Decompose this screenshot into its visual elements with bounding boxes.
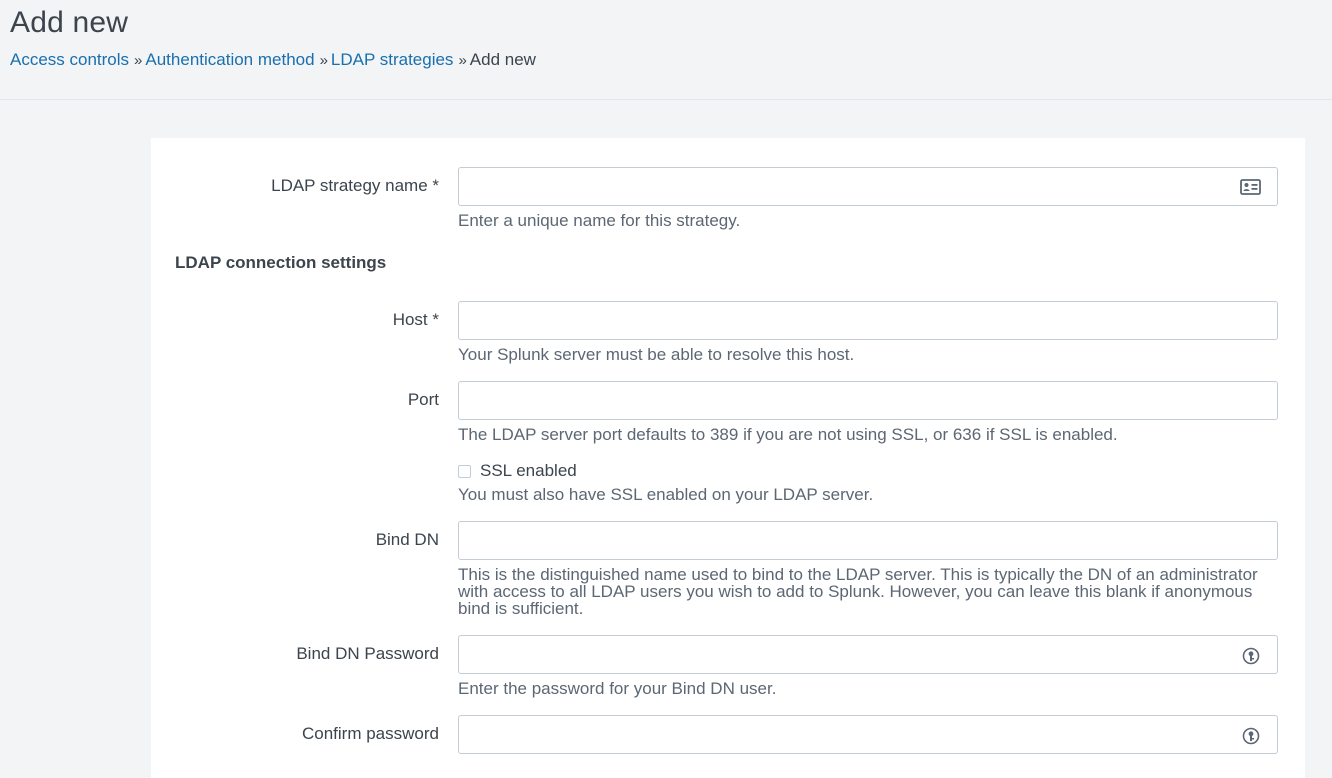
bind-dn-password-help: Enter the password for your Bind DN user. xyxy=(458,679,777,698)
bind-dn-field[interactable] xyxy=(458,521,1278,560)
host-label: Host * xyxy=(392,310,439,329)
port-field[interactable] xyxy=(458,381,1278,420)
host-input[interactable] xyxy=(459,302,1277,339)
ssl-enabled-row[interactable] xyxy=(458,460,577,482)
breadcrumb-link-authentication-method[interactable]: Authentication method xyxy=(145,50,315,69)
breadcrumb-separator: » xyxy=(319,52,328,69)
bind-dn-label: Bind DN xyxy=(375,530,439,549)
strategy-name-label: LDAP strategy name * xyxy=(271,176,439,195)
breadcrumb xyxy=(10,49,536,72)
ssl-enabled-checkbox[interactable] xyxy=(458,465,471,478)
password-key-icon[interactable] xyxy=(1240,726,1262,744)
bind-dn-password-field[interactable] xyxy=(458,635,1278,674)
page-header xyxy=(0,0,1332,100)
host-help: Your Splunk server must be able to resolve this host. xyxy=(458,345,855,364)
port-label: Port xyxy=(407,390,439,409)
breadcrumb-link-access-controls[interactable]: Access controls xyxy=(10,50,130,69)
confirm-password-field[interactable] xyxy=(458,715,1278,754)
port-help: The LDAP server port defaults to 389 if you are not using SSL, or 636 if SSL is enabled. xyxy=(458,425,1118,444)
confirm-password-label: Confirm password xyxy=(302,724,439,743)
id-card-icon[interactable] xyxy=(1240,178,1262,196)
strategy-name-input[interactable] xyxy=(459,168,1277,205)
ldap-form-panel xyxy=(151,138,1305,778)
breadcrumb-separator: » xyxy=(458,52,467,69)
host-field[interactable] xyxy=(458,301,1278,340)
ssl-enabled-label[interactable]: SSL enabled xyxy=(480,461,577,480)
page-title: Add new xyxy=(10,6,129,39)
breadcrumb-link-ldap-strategies[interactable]: LDAP strategies xyxy=(330,50,454,69)
ssl-help: You must also have SSL enabled on your LDAP server. xyxy=(458,485,874,504)
strategy-name-help: Enter a unique name for this strategy. xyxy=(458,211,741,230)
confirm-password-input[interactable] xyxy=(459,716,1277,753)
strategy-name-field[interactable] xyxy=(458,167,1278,206)
section-title-connection-settings: LDAP connection settings xyxy=(175,253,387,272)
breadcrumb-separator: » xyxy=(134,52,143,69)
bind-dn-input[interactable] xyxy=(459,522,1277,559)
breadcrumb-current: Add new xyxy=(469,50,536,69)
password-key-icon[interactable] xyxy=(1240,646,1262,664)
bind-dn-password-label: Bind DN Password xyxy=(296,644,439,663)
bind-dn-password-input[interactable] xyxy=(459,636,1277,673)
port-input[interactable] xyxy=(459,382,1277,419)
bind-dn-help: This is the distinguished name used to bind to the LDAP server. This is typically the DN of an administrator with access to all LDAP users you wish to add to Splunk. However, you can leave this blank if anonymous bind is sufficient. xyxy=(458,565,1258,618)
